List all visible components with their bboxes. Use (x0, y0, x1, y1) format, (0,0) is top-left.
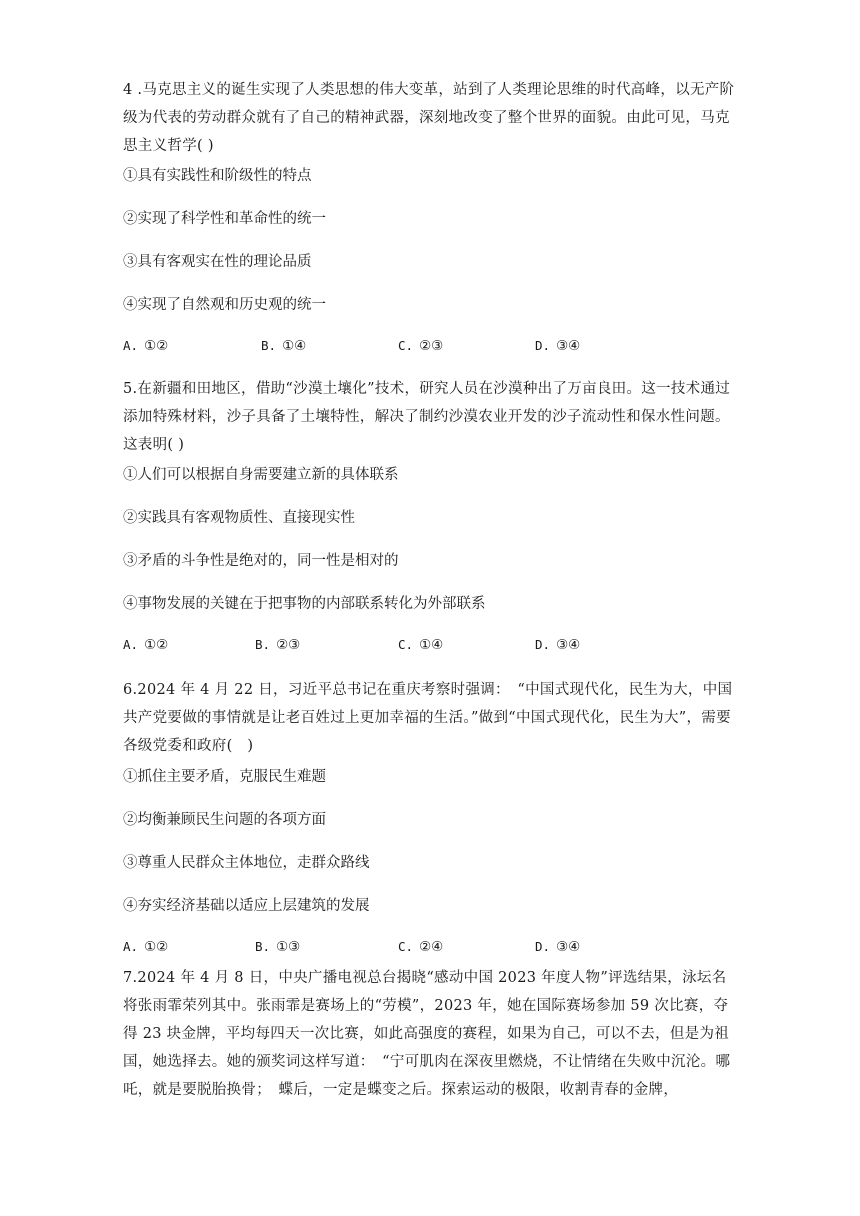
choice-b[interactable]: B. ②③ (255, 637, 301, 653)
option-3: ③矛盾的斗争性是绝对的，同一性是相对的 (123, 553, 399, 569)
choice-a[interactable]: A. ①② (123, 637, 169, 653)
option-1: ①人们可以根据自身需要建立新的具体联系 (123, 467, 399, 483)
choice-d[interactable]: D. ③④ (535, 338, 581, 354)
option-4: ④夯实经济基础以适应上层建筑的发展 (123, 898, 370, 914)
option-4: ④事物发展的关键在于把事物的内部联系转化为外部联系 (123, 596, 486, 612)
question-5 (123, 375, 738, 653)
answer-choices (123, 939, 738, 959)
answer-choices (123, 338, 738, 358)
choice-d[interactable]: D. ③④ (535, 939, 581, 955)
choice-d[interactable]: D. ③④ (535, 637, 581, 653)
question-stem: 6.2024 年 4 月 22 日，习近平总书记在重庆考察时强调： “中国式现代化，民生为大，中国共产党要做的事情就是让老百姓过上更加幸福的生活。”做到“中国式现代化，民生为大”，需要各级党委和政府( ) (123, 682, 733, 754)
choice-c[interactable]: C. ②④ (398, 939, 444, 955)
choice-a[interactable]: A. ①② (123, 939, 169, 955)
question-6 (123, 676, 738, 955)
option-2: ②实现了科学性和革命性的统一 (123, 211, 326, 227)
choice-b[interactable]: B. ①③ (255, 939, 301, 955)
option-2: ②均衡兼顾民生问题的各项方面 (123, 812, 326, 828)
choice-c[interactable]: C. ①④ (398, 637, 444, 653)
option-1: ①具有实践性和阶级性的特点 (123, 168, 312, 184)
question-7 (123, 964, 738, 1104)
choice-b[interactable]: B. ①④ (261, 338, 307, 354)
option-1: ①抓住主要矛盾，克服民生难题 (123, 769, 326, 785)
question-stem: 5.在新疆和田地区，借助“沙漠土壤化”技术，研究人员在沙漠种出了万亩良田。这一技术通过添加特殊材料，沙子具备了土壤特性，解决了制约沙漠农业开发的沙子流动性和保水性问题。这表明( ) (123, 381, 731, 453)
option-2: ②实践具有客观物质性、直接现实性 (123, 510, 355, 526)
answer-choices (123, 637, 738, 657)
option-3: ③尊重人民群众主体地位，走群众路线 (123, 855, 370, 871)
choice-a[interactable]: A. ①② (123, 338, 169, 354)
option-3: ③具有客观实在性的理论品质 (123, 254, 312, 270)
question-stem: 7.2024 年 4 月 8 日，中央广播电视总台揭晓“感动中国 2023 年度人物”评选结果，泳坛名将张雨霏荣列其中。张雨霏是赛场上的“劳模”，2023 年，她在国际赛场参加 59 次比赛，夺得 23 块金牌，平均每四天一次比赛，如此高强度的赛程，如果为自己，可以不去，但是为祖国，她选择去。她的颁奖词这样写道： “宁可肌肉在深夜里燃烧，不让情绪在失败中沉沦。哪吒，就是要脱胎换骨； 蝶后，一定是蝶变之后。探索运动的极限，收割青春的金牌， (123, 970, 731, 1098)
question-4 (123, 76, 738, 354)
choice-c[interactable]: C. ②③ (398, 338, 444, 354)
option-4: ④实现了自然观和历史观的统一 (123, 297, 326, 313)
question-stem: 4 .马克思主义的诞生实现了人类思想的伟大变革，站到了人类理论思维的时代高峰，以无产阶级为代表的劳动群众就有了自己的精神武器，深刻地改变了整个世界的面貌。由此可见，马克思主义哲学( ) (123, 82, 735, 154)
